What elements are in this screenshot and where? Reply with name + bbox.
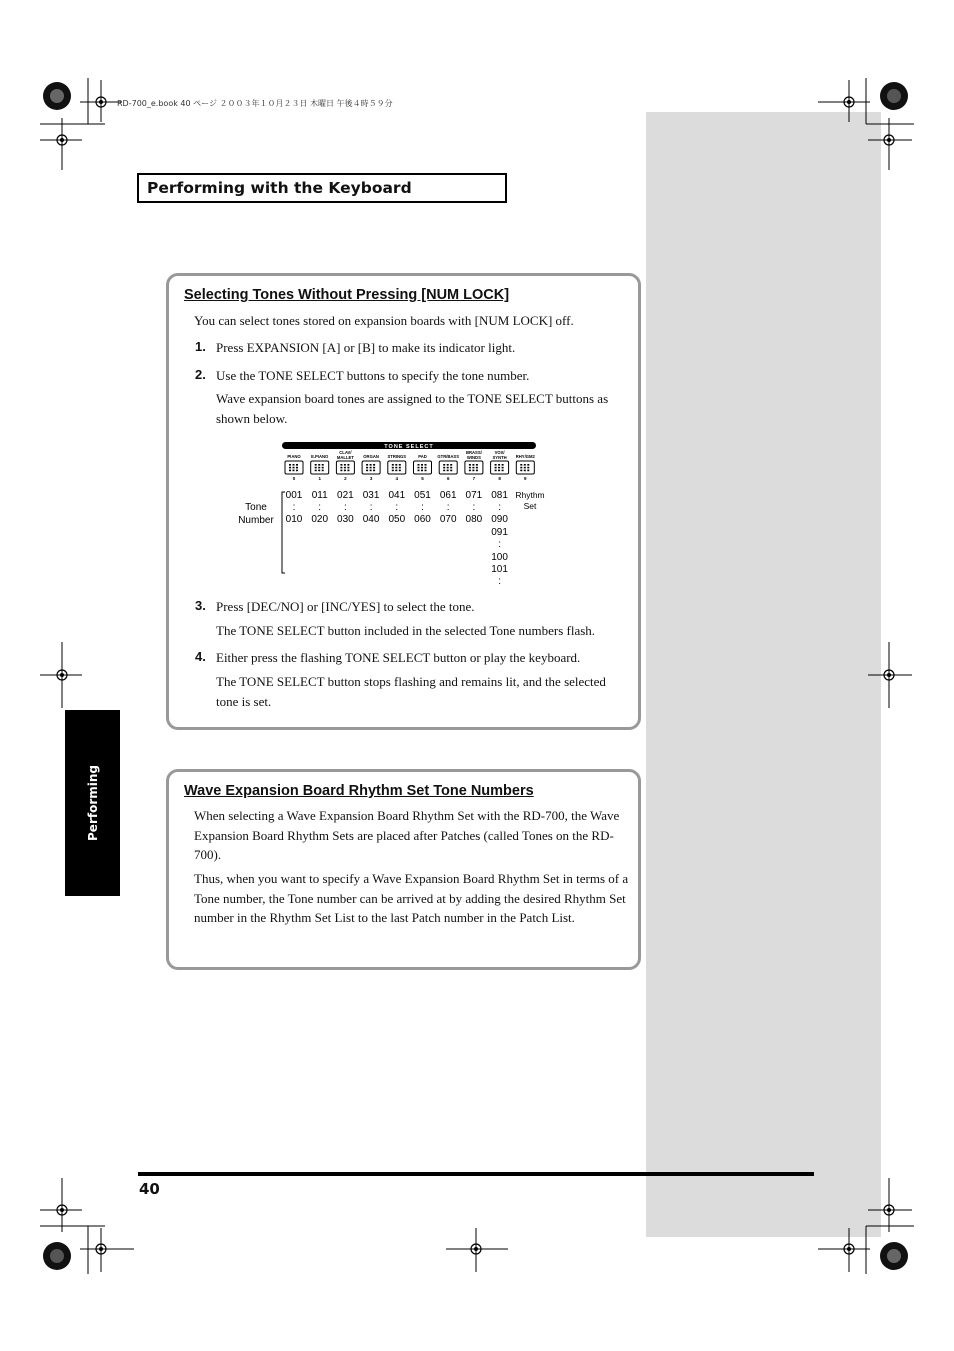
rhythm-set-box <box>166 769 641 970</box>
button-grid-dot <box>469 464 471 466</box>
button-grid-dot <box>296 467 298 469</box>
button-grid-dot <box>476 467 478 469</box>
button-grid-dot <box>472 464 474 466</box>
tone-range-separator: : <box>472 502 476 513</box>
tone-range-separator: : <box>498 502 501 513</box>
button-label: CLAV/ <box>339 450 352 455</box>
button-grid-dot <box>344 470 346 472</box>
button-grid-dot <box>347 467 349 469</box>
intro-text: You can select tones stored on expansion boards with [NUM LOCK] off. <box>194 313 574 328</box>
button-digit: 7 <box>472 476 476 481</box>
button-grid-dot <box>322 464 324 466</box>
button-grid-dot <box>395 464 397 466</box>
tone-range-start: 071 <box>465 490 483 501</box>
button-grid-dot <box>418 467 420 469</box>
button-digit: 9 <box>524 476 527 481</box>
button-label: VOX/ <box>494 450 505 455</box>
button-grid-dot <box>289 470 291 472</box>
button-grid-dot <box>373 470 375 472</box>
button-grid-dot <box>344 464 346 466</box>
button-grid-dot <box>421 467 423 469</box>
button-grid-dot <box>370 470 372 472</box>
tone-range-separator: : <box>344 502 347 513</box>
paragraph: When selecting a Wave Expansion Board Rhythm Set with the RD-700, the Wave Expansion Board Rhythm Sets are placed after Patches (called Tones on the RD-700). <box>194 808 620 862</box>
button-label: WINDS <box>466 455 481 460</box>
button-label: ORGAN <box>363 454 379 459</box>
button-grid-dot <box>450 470 452 472</box>
button-grid-dot <box>293 467 295 469</box>
button-grid-dot <box>472 470 474 472</box>
footer-rule <box>138 1172 814 1176</box>
button-label: SYNTH <box>492 455 507 460</box>
button-grid-dot <box>447 467 449 469</box>
button-grid-dot <box>524 467 526 469</box>
step-text: Either press the flashing TONE SELECT button or play the keyboard. <box>216 650 581 665</box>
button-grid-dot <box>443 467 445 469</box>
button-label: BRASS/ <box>465 450 482 455</box>
button-grid-dot <box>443 464 445 466</box>
rhythm-tone-number: : <box>498 539 501 550</box>
button-grid-dot <box>447 470 449 472</box>
button-grid-dot <box>502 467 504 469</box>
button-grid-dot <box>476 464 478 466</box>
button-grid-dot <box>315 470 317 472</box>
tone-range-separator: : <box>318 502 322 513</box>
button-grid-dot <box>498 464 500 466</box>
tone-label-2: Number <box>238 515 274 526</box>
box-title: Wave Expansion Board Rhythm Set Tone Numbers <box>184 783 534 799</box>
tone-label-1: Tone <box>245 502 267 513</box>
button-grid-dot <box>421 464 423 466</box>
button-grid-dot <box>469 467 471 469</box>
button-digit: 2 <box>344 476 347 481</box>
tone-range-end: 060 <box>414 514 431 525</box>
button-grid-dot <box>418 470 420 472</box>
button-grid-dot <box>425 467 427 469</box>
button-grid-dot <box>296 470 298 472</box>
button-grid-dot <box>447 464 449 466</box>
button-label: RHY/GM2 <box>515 454 535 459</box>
step-note: The TONE SELECT button stops flashing and remains lit, and the selected tone is set. <box>216 674 606 709</box>
tone-range-start: 051 <box>414 490 431 501</box>
tone-range-end: 040 <box>362 514 380 525</box>
tone-range-separator: : <box>369 502 373 513</box>
button-grid-dot <box>472 467 474 469</box>
tone-range-separator: : <box>421 502 424 513</box>
button-grid-dot <box>399 467 401 469</box>
tone-range-end: 020 <box>311 514 329 525</box>
side-tab-label: Performing <box>85 765 100 841</box>
button-grid-dot <box>392 470 394 472</box>
button-grid-dot <box>425 470 427 472</box>
button-grid-dot <box>366 464 368 466</box>
rhythm-label-1: Rhythm <box>515 490 545 500</box>
tone-range-start: 061 <box>439 490 457 501</box>
button-grid-dot <box>527 470 529 472</box>
tone-range-separator: : <box>292 502 296 513</box>
button-label: PAD <box>418 454 427 459</box>
tone-range-end: 070 <box>439 514 457 525</box>
button-grid-dot <box>366 470 368 472</box>
button-grid-dot <box>450 464 452 466</box>
button-grid-dot <box>469 470 471 472</box>
button-grid-dot <box>392 467 394 469</box>
tone-range-start: 021 <box>337 490 354 501</box>
tone-range-end: 080 <box>465 514 483 525</box>
tone-range-start: 041 <box>388 490 406 501</box>
paragraph: Thus, when you want to specify a Wave Expansion Board Rhythm Set in terms of a Tone number, the Tone number can be arrived at by adding the desired Rhythm Set number in the Rhythm Set List to the last Patch number in the Patch List. <box>194 871 629 925</box>
button-digit: 5 <box>421 476 424 481</box>
bracket <box>282 492 285 573</box>
tone-range-separator: : <box>446 502 450 513</box>
tone-range-end: 090 <box>491 514 508 525</box>
button-digit: 1 <box>318 476 321 481</box>
button-grid-dot <box>524 464 526 466</box>
box-title: Selecting Tones Without Pressing [NUM LOCK] <box>184 287 510 303</box>
step-text: Press EXPANSION [A] or [B] to make its indicator light. <box>216 340 516 355</box>
button-grid-dot <box>527 464 529 466</box>
button-grid-dot <box>318 467 320 469</box>
button-grid-dot <box>527 467 529 469</box>
button-grid-dot <box>340 470 342 472</box>
button-grid-dot <box>373 467 375 469</box>
button-digit: 0 <box>292 476 296 481</box>
tone-range-start: 031 <box>362 490 380 501</box>
button-grid-dot <box>476 470 478 472</box>
rhythm-label-2: Set <box>523 501 537 511</box>
button-grid-dot <box>340 464 342 466</box>
button-grid-dot <box>322 467 324 469</box>
rhythm-tone-number: : <box>498 576 501 587</box>
button-grid-dot <box>373 464 375 466</box>
button-label: MALLET <box>336 455 354 460</box>
button-grid-dot <box>421 470 423 472</box>
button-grid-dot <box>425 464 427 466</box>
button-grid-dot <box>520 470 522 472</box>
button-grid-dot <box>296 464 298 466</box>
button-grid-dot <box>370 464 372 466</box>
button-grid-dot <box>340 467 342 469</box>
button-grid-dot <box>502 470 504 472</box>
rhythm-tone-number: 091 <box>491 527 508 538</box>
step-text: Press [DEC/NO] or [INC/YES] to select the tone. <box>216 599 475 614</box>
button-grid-dot <box>293 470 295 472</box>
button-grid-dot <box>399 464 401 466</box>
button-grid-dot <box>520 464 522 466</box>
button-grid-dot <box>347 470 349 472</box>
tone-range-end: 010 <box>285 514 303 525</box>
side-tab <box>65 710 120 896</box>
button-grid-dot <box>399 470 401 472</box>
step-number: 2. <box>195 367 206 382</box>
button-grid-dot <box>322 470 324 472</box>
button-grid-dot <box>344 467 346 469</box>
button-grid-dot <box>495 464 497 466</box>
button-digit: 3 <box>369 476 373 481</box>
button-grid-dot <box>315 464 317 466</box>
button-grid-dot <box>495 470 497 472</box>
tone-range-start: 011 <box>311 490 328 501</box>
button-grid-dot <box>495 467 497 469</box>
section-header: Performing with the Keyboard <box>137 173 507 203</box>
rhythm-tone-number: 100 <box>491 552 508 563</box>
tone-range-end: 030 <box>337 514 354 525</box>
button-grid-dot <box>395 470 397 472</box>
tone-range-start: 001 <box>285 490 303 501</box>
button-grid-dot <box>293 464 295 466</box>
button-grid-dot <box>524 470 526 472</box>
button-grid-dot <box>450 467 452 469</box>
tone-range-start: 081 <box>491 490 508 501</box>
button-grid-dot <box>289 464 291 466</box>
button-grid-dot <box>395 467 397 469</box>
button-digit: 8 <box>498 476 501 481</box>
button-grid-dot <box>366 467 368 469</box>
print-mark: RD-700_e.book 40 ページ ２００３年１０月２３日 木曜日 午後４時５９分 <box>117 99 393 108</box>
button-grid-dot <box>418 464 420 466</box>
button-label: GTR/BASS <box>437 454 460 459</box>
button-grid-dot <box>318 470 320 472</box>
page-number: 40 <box>139 1180 160 1198</box>
button-grid-dot <box>392 464 394 466</box>
button-grid-dot <box>289 467 291 469</box>
panel-title: TONE SELECT <box>384 444 434 450</box>
button-digit: 4 <box>395 476 399 481</box>
tone-select-figure <box>230 440 550 590</box>
step-number: 4. <box>195 649 206 664</box>
step-text: Use the TONE SELECT buttons to specify the tone number. <box>216 368 530 383</box>
button-grid-dot <box>520 467 522 469</box>
tone-range-separator: : <box>395 502 399 513</box>
button-grid-dot <box>370 467 372 469</box>
button-grid-dot <box>498 467 500 469</box>
button-grid-dot <box>318 464 320 466</box>
button-grid-dot <box>315 467 317 469</box>
button-grid-dot <box>347 464 349 466</box>
step-note: The TONE SELECT button included in the selected Tone numbers flash. <box>216 623 596 638</box>
button-label: E.PIANO <box>311 454 329 459</box>
step-number: 1. <box>195 339 206 354</box>
step-number: 3. <box>195 598 206 613</box>
button-grid-dot <box>443 470 445 472</box>
button-digit: 6 <box>446 476 450 481</box>
step-note: Wave expansion board tones are assigned to the TONE SELECT buttons as shown below. <box>216 391 609 426</box>
button-grid-dot <box>498 470 500 472</box>
tone-range-end: 050 <box>388 514 406 525</box>
button-label: STRINGS <box>387 454 407 459</box>
rhythm-tone-number: 101 <box>491 564 508 575</box>
button-grid-dot <box>502 464 504 466</box>
button-label: PIANO <box>287 454 301 459</box>
